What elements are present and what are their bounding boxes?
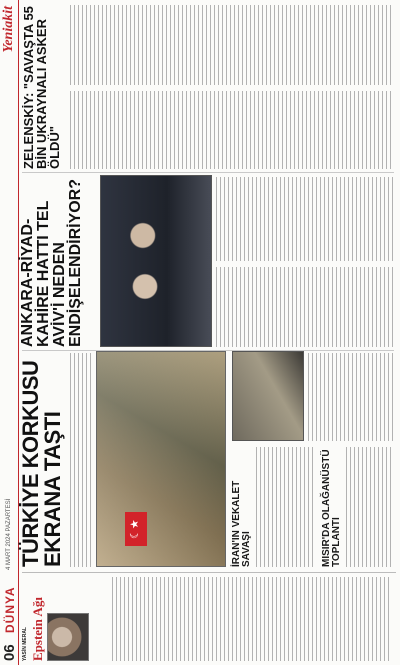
column-divider — [22, 172, 394, 173]
newspaper-logo: Yeniakit — [1, 6, 16, 53]
turkish-flag-icon — [125, 512, 147, 546]
main-headline: TÜRKİYE KORKUSU EKRANA TAŞTI — [18, 360, 65, 567]
middle-story-photo — [100, 175, 212, 347]
main-story-photo — [96, 351, 226, 567]
author-photo — [47, 613, 89, 661]
right-headline: ZELENSKİY: "SAVAŞTA 55 BİN UKRAYNALI ASKER ÖLDÜ" — [21, 6, 62, 169]
column-divider — [22, 350, 394, 351]
middle-headline: ANKARA-RİYAD-KAHİRE HATTI TEL AVİV'İ NEDEN ENDİŞELENDİRİYOR? — [19, 178, 84, 347]
bottom-story-3-body-text — [308, 353, 394, 441]
right-story-body-text-2 — [70, 5, 394, 85]
bottom-story-photo — [232, 351, 304, 441]
column-author: YASİN MERAL — [22, 627, 28, 661]
main-story-intro-text — [70, 353, 92, 567]
masthead — [0, 0, 19, 665]
bottom-story-2-body-text — [346, 447, 394, 567]
opinion-column — [22, 572, 396, 661]
column-body-text — [112, 577, 392, 661]
section-name: DÜNYA — [3, 586, 17, 633]
middle-story-body-text-2 — [216, 177, 394, 261]
bottom-story-2-headline: MISIR'DA OLAĞANÜSTÜ TOPLANTI — [321, 449, 342, 567]
publication-date: 4 MART 2024 PAZARTESİ — [6, 498, 12, 570]
column-title: Epstein Ağı — [30, 597, 45, 661]
right-story-body-text-1 — [70, 91, 394, 169]
page-number: 06 — [1, 644, 18, 661]
bottom-story-1-headline: İRAN'IN VEKALET SAVAŞI — [231, 480, 252, 567]
middle-story-body-text-1 — [216, 267, 394, 347]
bottom-story-1-body-text — [256, 447, 316, 567]
